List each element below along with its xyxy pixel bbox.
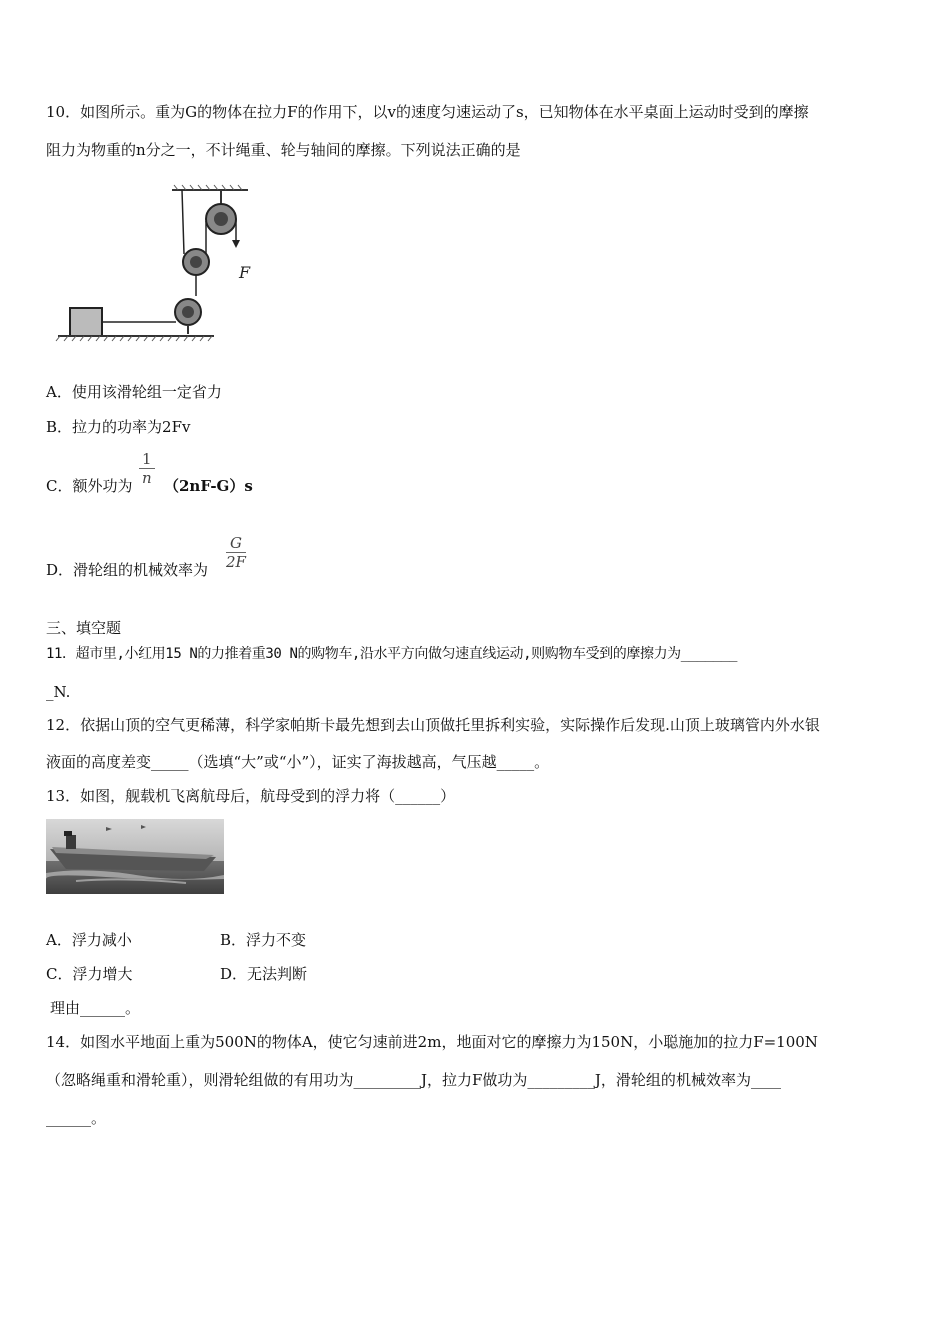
q10-stem-line1: 10．如图所示。重为G的物体在拉力F的作用下，以v的速度匀速运动了s，已知物体在水平桌面上运动时受到的摩擦 [46,103,809,121]
aircraft-carrier-photo [46,819,224,894]
q13-option-c: C．浮力增大 [46,965,133,983]
q10-option-d-fraction [226,534,246,571]
q11-stem-line2: _N. [46,683,71,701]
q11-stem-line1: 11．超市里,小红用15 N的力推着重30 N的购物车,沿水平方向做匀速直线运动,则购物车受到的摩擦力为_______ [46,646,737,662]
q12-stem-line2: 液面的高度差变_____（选填“大”或“小”），证实了海拔越高，气压越_____。 [46,753,550,771]
q10-option-c-suffix: （2nF-G）s [164,477,253,495]
q10-option-d-prefix: D．滑轮组的机械效率为 [46,561,209,579]
q10-option-c-fraction [139,450,155,487]
fraction-denominator: n [141,469,152,487]
q13-stem: 13．如图，舰载机飞离航母后，航母受到的浮力将（______） [46,787,456,805]
fraction-numerator: G [226,534,246,553]
q14-stem-line2: （忽略绳重和滑轮重），则滑轮组做的有用功为_________J，拉力F做功为_________J，滑轮组的机械效率为____ [46,1071,781,1089]
q10-option-a: A．使用该滑轮组一定省力 [46,383,222,401]
q13-option-b: B．浮力不变 [220,931,307,949]
force-f-label: F [239,263,251,282]
fraction-denominator: 2F [226,553,246,571]
q10-stem-line2: 阻力为物重的n分之一，不计绳重、轮与轴间的摩擦。下列说法正确的是 [46,141,521,159]
q13-option-d: D．无法判断 [220,965,308,983]
q14-stem-line3: ______。 [46,1109,107,1127]
q14-stem-line1: 14．如图水平地面上重为500N的物体A，使它匀速前进2m，地面对它的摩擦力为150N，小聪施加的拉力F=100N [46,1033,818,1051]
pulley-diagram [54,184,254,344]
q10-option-c-prefix: C．额外功为 [46,477,133,495]
q10-option-b: B．拉力的功率为2Fv [46,418,191,436]
fraction-numerator: 1 [139,450,155,469]
q12-stem-line1: 12．依据山顶的空气更稀薄，科学家帕斯卡最先想到去山顶做托里拆利实验，实际操作后发现.山顶上玻璃管内外水银 [46,716,820,734]
q13-reason: 理由______。 [50,999,141,1017]
section-heading: 三、填空题 [46,619,122,637]
q13-option-a: A．浮力减小 [46,931,132,949]
